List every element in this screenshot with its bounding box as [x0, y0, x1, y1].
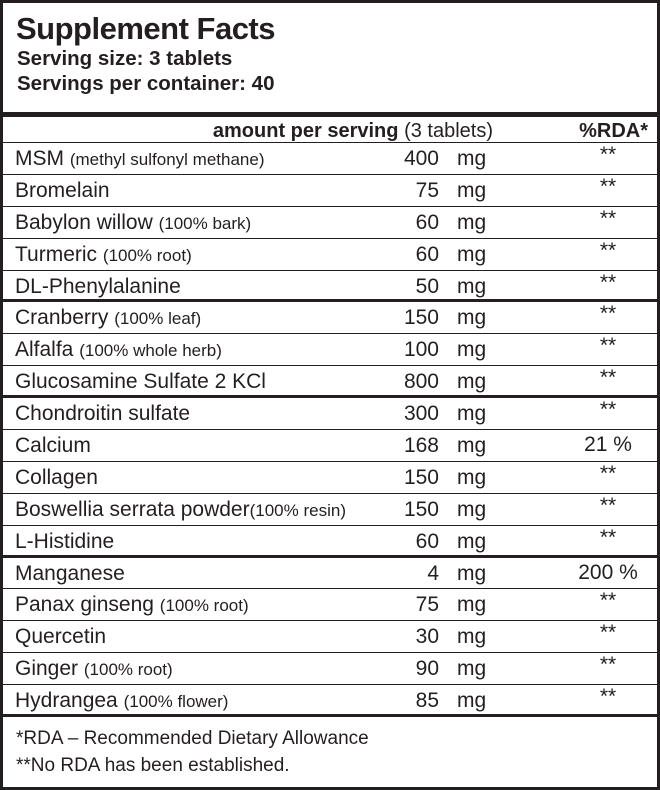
ingredient-amount: 150: [403, 306, 439, 330]
ingredient-name: [15, 338, 222, 362]
table-row: [3, 398, 657, 430]
table-row: [3, 302, 657, 334]
ingredient-rda: **: [599, 653, 617, 677]
ingredient-amount: 300: [403, 402, 439, 426]
ingredient-amount: 168: [403, 434, 439, 458]
footnote-no-rda: **No RDA has been established.: [16, 755, 290, 776]
ingredient-unit: mg: [457, 625, 487, 649]
ingredient-source: (100% leaf): [114, 309, 202, 329]
ingredient-unit: mg: [457, 465, 487, 489]
ingredient-rda: **: [599, 685, 617, 709]
ingredient-amount: 90: [415, 657, 439, 681]
ingredient-unit: mg: [457, 657, 487, 681]
ingredient-name-main: MSM: [15, 147, 64, 170]
footnotes: [16, 725, 369, 779]
ingredient-source: (100% root): [102, 245, 192, 265]
ingredient-rda: **: [599, 302, 617, 326]
ingredient-name-main: Alfalfa: [15, 338, 74, 362]
ingredient-unit: mg: [457, 147, 487, 170]
ingredient-unit: mg: [457, 497, 487, 521]
ingredient-unit: mg: [457, 306, 487, 330]
ingredient-rda: **: [599, 525, 617, 549]
table-row: [3, 366, 657, 398]
ingredient-unit: mg: [457, 689, 487, 713]
ingredient-name-main: Cranberry: [15, 306, 109, 330]
ingredient-amount: 85: [415, 689, 439, 713]
ingredient-name-main: Manganese: [15, 561, 125, 585]
ingredient-name-main: Boswellia serrata powder: [15, 497, 250, 521]
amount-header-sub: (3 tablets): [404, 120, 493, 142]
ingredient-name: [15, 147, 264, 171]
ingredient-source: (100% flower): [123, 692, 229, 712]
ingredient-name: [15, 689, 228, 713]
ingredient-rda: **: [599, 461, 617, 485]
ingredient-name: [15, 530, 114, 554]
ingredient-source: (100% root): [83, 660, 173, 680]
ingredient-name: [15, 657, 173, 681]
ingredient-unit: mg: [457, 274, 487, 298]
ingredient-amount: 75: [415, 593, 439, 617]
ingredient-amount: 4: [427, 561, 439, 585]
ingredient-name: [15, 402, 190, 426]
ingredient-amount: 60: [415, 210, 439, 234]
ingredient-name: [15, 498, 346, 522]
ingredient-name: [15, 275, 181, 299]
footnote-rda: *RDA – Recommended Dietary Allowance: [16, 728, 369, 749]
ingredient-rda: **: [599, 366, 617, 390]
table-row: [3, 494, 657, 526]
ingredient-name-main: Ginger: [15, 657, 79, 681]
label-title: Supplement Facts: [16, 11, 275, 46]
ingredient-name-main: Calcium: [15, 434, 91, 458]
ingredient-source: (100% root): [159, 596, 249, 616]
ingredient-name-main: Hydrangea: [15, 689, 118, 713]
ingredient-unit: mg: [457, 593, 487, 617]
table-row: [3, 239, 657, 271]
ingredient-source: (100% bark): [158, 213, 252, 233]
ingredient-amount: 30: [415, 625, 439, 649]
ingredient-rda: **: [599, 398, 617, 422]
table-row: [3, 175, 657, 207]
ingredient-unit: mg: [457, 338, 487, 362]
ingredient-unit: mg: [457, 242, 487, 266]
table-header: [3, 112, 657, 143]
ingredient-amount: 100: [403, 338, 439, 362]
ingredient-rda: **: [599, 270, 617, 294]
ingredient-name-main: L-Histidine: [15, 529, 115, 553]
ingredient-amount: 400: [403, 147, 439, 170]
ingredient-unit: mg: [457, 370, 487, 394]
ingredient-unit: mg: [457, 434, 487, 458]
ingredient-unit: mg: [457, 561, 487, 585]
ingredient-name: [15, 179, 110, 203]
ingredient-name: [15, 306, 201, 330]
ingredient-rda: **: [599, 238, 617, 262]
ingredient-rda: **: [599, 589, 617, 613]
ingredient-name-main: Panax ginseng: [15, 593, 154, 617]
table-row: [3, 334, 657, 366]
ingredient-name: [15, 466, 98, 490]
ingredient-amount: 150: [403, 465, 439, 489]
ingredient-source: (methyl sulfonyl methane): [69, 150, 265, 169]
table-row: [3, 430, 657, 462]
ingredient-name-main: Bromelain: [15, 178, 110, 202]
ingredient-source: (100% whole herb): [79, 341, 222, 361]
ingredient-name: [15, 370, 266, 394]
serving-size: Serving size: 3 tablets: [17, 47, 233, 70]
ingredient-amount: 800: [403, 370, 439, 394]
ingredient-amount: 60: [415, 242, 439, 266]
ingredient-name-main: Collagen: [15, 465, 98, 489]
ingredient-name: [15, 434, 91, 458]
table-row: [3, 558, 657, 590]
ingredient-amount: 50: [415, 274, 439, 298]
ingredient-name-main: Quercetin: [15, 625, 107, 649]
amount-header: [213, 120, 493, 143]
ingredient-rda: **: [599, 493, 617, 517]
ingredient-name-main: Chondroitin sulfate: [15, 402, 191, 426]
ingredient-name: [15, 625, 106, 649]
amount-header-label: amount per serving: [212, 120, 399, 142]
ingredient-name-main: Turmeric: [15, 242, 98, 266]
ingredient-name-main: DL-Phenylalanine: [15, 274, 181, 298]
ingredient-unit: mg: [457, 402, 487, 426]
table-row: [3, 526, 657, 558]
table-row: [3, 462, 657, 494]
ingredient-table: [3, 143, 657, 717]
ingredient-rda: **: [599, 174, 617, 198]
ingredient-name-main: Glucosamine Sulfate 2 KCl: [15, 370, 266, 394]
ingredient-name: [15, 562, 125, 586]
ingredient-rda: **: [599, 143, 617, 166]
ingredient-rda: 21 %: [584, 433, 632, 457]
servings-per-container: Servings per container: 40: [17, 72, 275, 95]
ingredient-name: [15, 211, 251, 235]
ingredient-unit: mg: [457, 178, 487, 202]
ingredient-amount: 60: [415, 529, 439, 553]
ingredient-rda: **: [599, 206, 617, 230]
ingredient-rda: **: [599, 334, 617, 358]
ingredient-name: [15, 593, 249, 617]
ingredient-name: [15, 243, 192, 267]
ingredient-unit: mg: [457, 210, 487, 234]
table-row: [3, 207, 657, 239]
ingredient-amount: 150: [403, 497, 439, 521]
table-row: [3, 685, 657, 717]
table-row: [3, 621, 657, 653]
ingredient-rda: **: [599, 621, 617, 645]
ingredient-name-main: Babylon willow: [15, 210, 153, 234]
ingredient-source: (100% resin): [249, 500, 346, 520]
table-row: [3, 143, 657, 175]
rda-header: %RDA*: [579, 120, 648, 142]
ingredient-unit: mg: [457, 529, 487, 553]
table-row: [3, 589, 657, 621]
ingredient-amount: 75: [415, 178, 439, 202]
ingredient-rda: 200 %: [578, 560, 638, 584]
table-row: [3, 653, 657, 685]
table-row: [3, 271, 657, 303]
